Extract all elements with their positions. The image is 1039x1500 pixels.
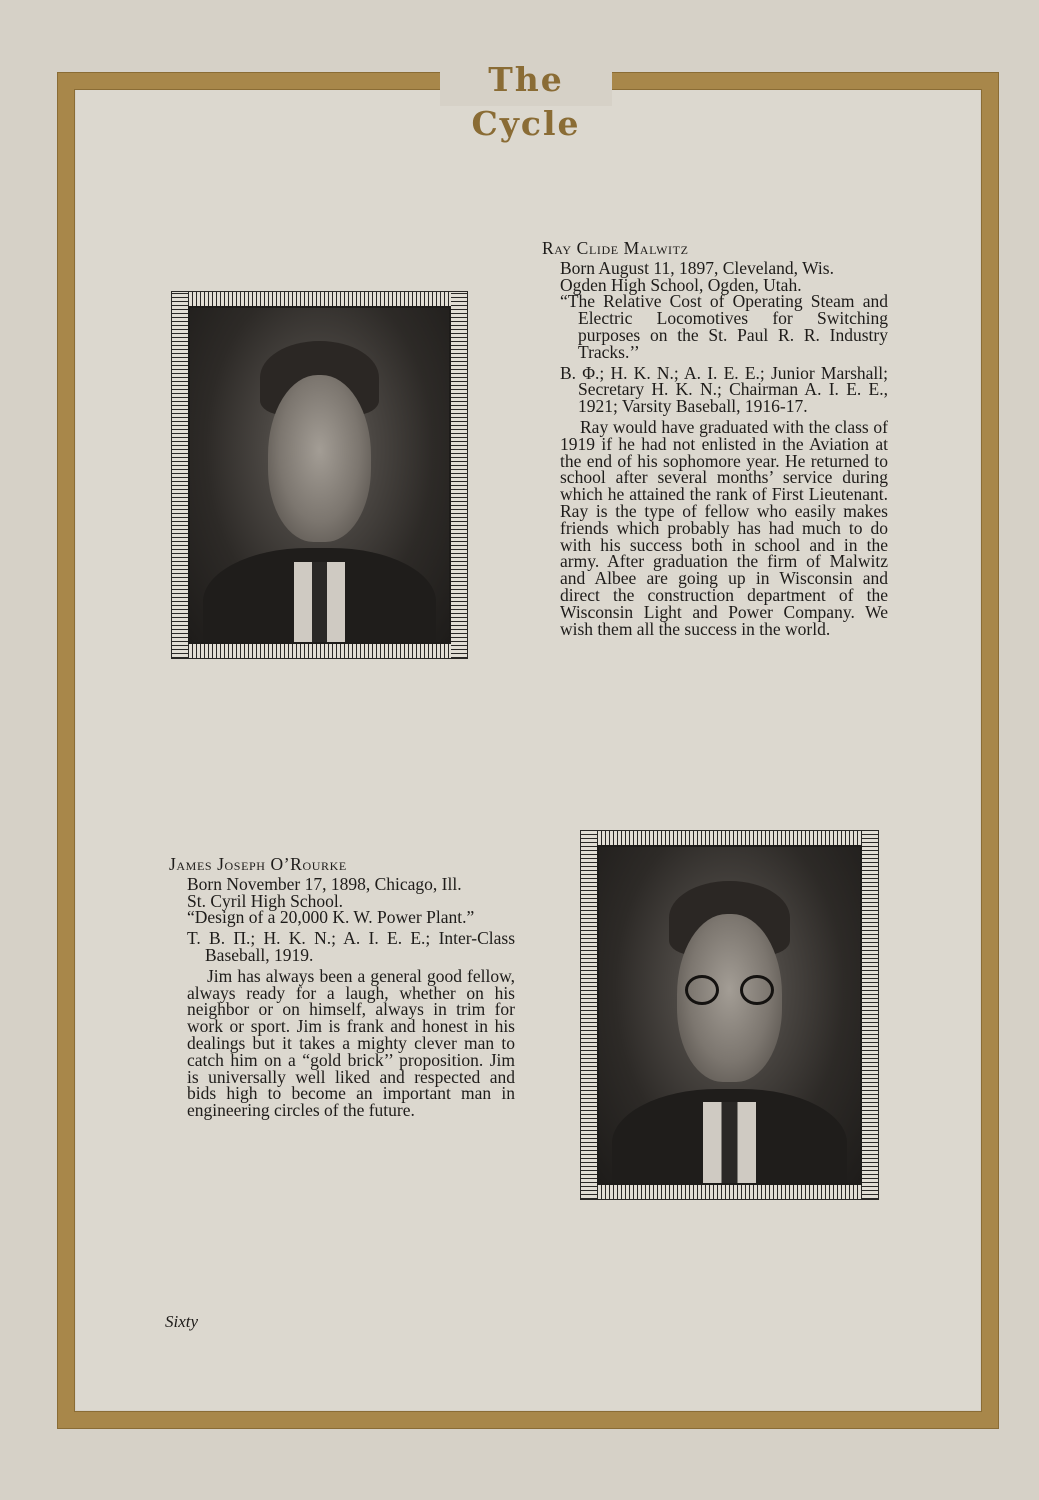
entry-school: Ogden High School, Ogden, Utah. <box>560 274 802 295</box>
entry-school: St. Cyril High School. <box>187 890 344 911</box>
entry-activities: T. B. Π.; H. K. N.; A. I. E. E.; Inter-Class Baseball, 1919. <box>187 928 515 965</box>
entry-malwitz <box>542 240 888 637</box>
header-title: The Cycle <box>471 60 581 143</box>
entry-birth: Born November 17, 1898, Chicago, Ill. <box>187 873 462 894</box>
portrait-frame-malwitz <box>171 291 468 659</box>
entry-bio: Jim has always been a general good fellow, always ready for a laugh, whether on his neighbor or on himself, always in trim for work or sport. Jim is frank and honest in his dealings but it takes a mighty clever man to catch him on a “gold brick’’ proposition. Jim is universally well liked and respected and bids high to become an important man in engineering circles of the future. <box>187 965 515 1121</box>
entry-orourke <box>169 856 515 1119</box>
entry-activities: B. Φ.; H. K. N.; A. I. E. E.; Junior Marshall; Secretary H. K. N.; Chairman A. I. E. E., 1921; Varsity Baseball, 1916-17. <box>560 362 888 417</box>
portrait-frame-orourke <box>580 830 879 1200</box>
entry-name: Ray Clide Malwitz <box>542 238 689 258</box>
portrait-glasses <box>685 975 774 1005</box>
entry-birth: Born August 11, 1897, Cleveland, Wis. <box>560 257 834 278</box>
entry-bio: Ray would have graduated with the class of 1919 if he had not enlisted in the Aviation at the end of his sophomore year. He returned to school after several months’ service during which he attained the rank of First Lieutenant. Ray is the type of fellow who easily makes friends which probably has had much to do with his success both in school and in the army. After graduation the firm of Malwitz and Albee are going up in Wisconsin and direct the construction department of the Wisconsin Light and Power Company. We wish them all the success in the world. <box>560 416 888 639</box>
portrait-photo-orourke <box>597 845 862 1185</box>
entry-thesis: “Design of a 20,000 K. W. Power Plant.” <box>187 907 475 928</box>
glasses-lens-right <box>740 975 774 1005</box>
portrait-face <box>268 375 372 542</box>
portrait-photo-malwitz <box>188 306 451 644</box>
portrait-collar <box>703 1102 755 1183</box>
glasses-lens-left <box>685 975 719 1005</box>
entry-name: James Joseph O’Rourke <box>169 854 347 874</box>
portrait-collar <box>294 562 346 642</box>
entry-thesis: “The Relative Cost of Operating Steam and Electric Locomotives for Switching purposes on the St. Paul R. R. Industry Tracks.’’ <box>560 291 888 362</box>
page-number: Sixty <box>165 1312 199 1331</box>
